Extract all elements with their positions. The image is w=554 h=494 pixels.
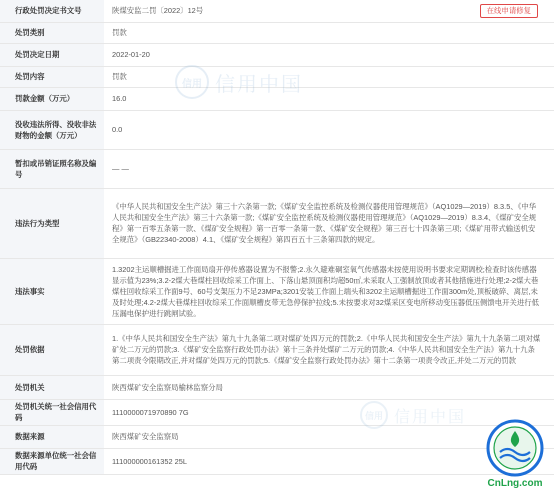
field-label: 处罚内容	[0, 66, 104, 87]
field-label: 处罚机关统一社会信用代码	[0, 399, 104, 425]
field-label: 处罚机关	[0, 375, 104, 399]
field-label: 数据来源单位统一社会信用代码	[0, 448, 104, 474]
violation-facts: 1.3202主运顺槽掘进工作面局扇开停传感器设置为不报警;2.永久避难硐室氧气传感器未按使用说明书要求定期调校;检查时该传感器显示值为23%;3.2-2煤大巷煤柱回收综采工作面上、下落山悬顶面积均超50㎡,未采取人工强制放顶或者其他措施进行处理;2-2煤大巷煤柱回收综采工作面9号、60号支架压力不足23MPa;3201安装工作面上端头和3202主运顺槽掘进工作面300m处,顶板破碎、离层,未及时处理;4.2-2煤大巷煤柱回收综采工作面顺槽皮带无急停保护拉线;5.未按要求对32煤采区变电所移动变压器低压侧馈电开关进行低压漏电保护进行跳闸试验。	[112, 264, 540, 318]
logo-text: CnLng.com	[487, 478, 543, 489]
watermark-text: 信用中国	[215, 73, 303, 96]
data-source: 陕西煤矿安全监察局	[112, 432, 179, 441]
table-row	[0, 425, 554, 448]
field-label: 暂扣或吊销证照名称及编号	[0, 149, 104, 188]
decision-date: 2022-01-20	[112, 50, 150, 59]
field-label: 没收违法所得、没收非法财物的金额（万元）	[0, 110, 104, 149]
source-credit-code: 111000000161352 25L	[112, 456, 187, 466]
watermark-seal-icon: 信用	[360, 401, 388, 429]
field-label: 行政处罚决定书文号	[0, 0, 104, 22]
watermark-text: 信用中国	[394, 408, 467, 426]
violation-type: 《中华人民共和国安全生产法》第三十六条第一款;《煤矿安全监控系统及检测仪器使用管理规范》（AQ1029—2019）8.3.5、《中华人民共和国安全生产法》第三十六条第一款;《煤矿安全监控系统及检测仪器使用管理规范》（AQ1029—2019）8.3.4、《煤矿安全规程》第一百零五条第一款、《煤矿安全规程》第一百零一条第一款、《煤矿安全规程》第三百七十四条第三项;《煤矿用带式输送机安全规范》（GB22340-2008）4.1、《煤矿安全规程》第四百五十三条第四款的规定。	[112, 202, 537, 244]
table-row	[0, 66, 554, 87]
penalty-authority: 陕西煤矿安全监察局榆林监察分局	[112, 382, 223, 392]
cnlng-logo	[482, 418, 548, 490]
table-row	[0, 22, 554, 43]
field-label: 处罚类别	[0, 22, 104, 43]
authority-credit-code: 1110000071970890 7G	[112, 407, 189, 417]
decision-number: 陕煤安监二罚〔2022〕12号	[112, 6, 204, 16]
field-label: 处罚决定日期	[0, 43, 104, 66]
table-row	[0, 324, 554, 375]
penalty-category: 罚款	[112, 28, 127, 37]
online-repair-button[interactable]: 在线申请修复	[480, 4, 538, 18]
field-label: 处罚依据	[0, 324, 104, 375]
fine-amount: 16.0	[112, 94, 127, 103]
field-label: 罚款金额（万元）	[0, 87, 104, 110]
table-row	[0, 188, 554, 258]
field-label: 违法行为类型	[0, 188, 104, 258]
field-value-cell	[104, 0, 554, 22]
penalty-content: 罚款	[112, 72, 127, 81]
license-info: — —	[112, 164, 129, 173]
table-row	[0, 399, 554, 425]
table-row	[0, 375, 554, 399]
watermark-seal-icon: 信用	[175, 65, 209, 99]
penalty-basis: 1.《中华人民共和国安全生产法》第九十九条第二项对煤矿处四万元的罚款;2.《中华人民共和国安全生产法》第九十九条第二项对煤矿处二万元的罚款;3.《煤矿安全监察行政处罚办法》第十三条并处煤矿二万元的罚款;4.《中华人民共和国安全生产法》第九十九条第二项责令限期改正,并对煤矿处四万元的罚款;5.《煤矿安全监察行政处罚办法》第十二条第一项责令改正,并处二万元的罚款	[112, 334, 541, 365]
field-label: 违法事实	[0, 258, 104, 324]
table-row	[0, 0, 554, 22]
field-label: 数据来源	[0, 425, 104, 448]
table-row	[0, 43, 554, 66]
table-row	[0, 258, 554, 324]
confiscated-amount: 0.0	[112, 125, 123, 134]
table-row	[0, 87, 554, 110]
table-row	[0, 110, 554, 149]
table-row	[0, 448, 554, 474]
table-row	[0, 149, 554, 188]
